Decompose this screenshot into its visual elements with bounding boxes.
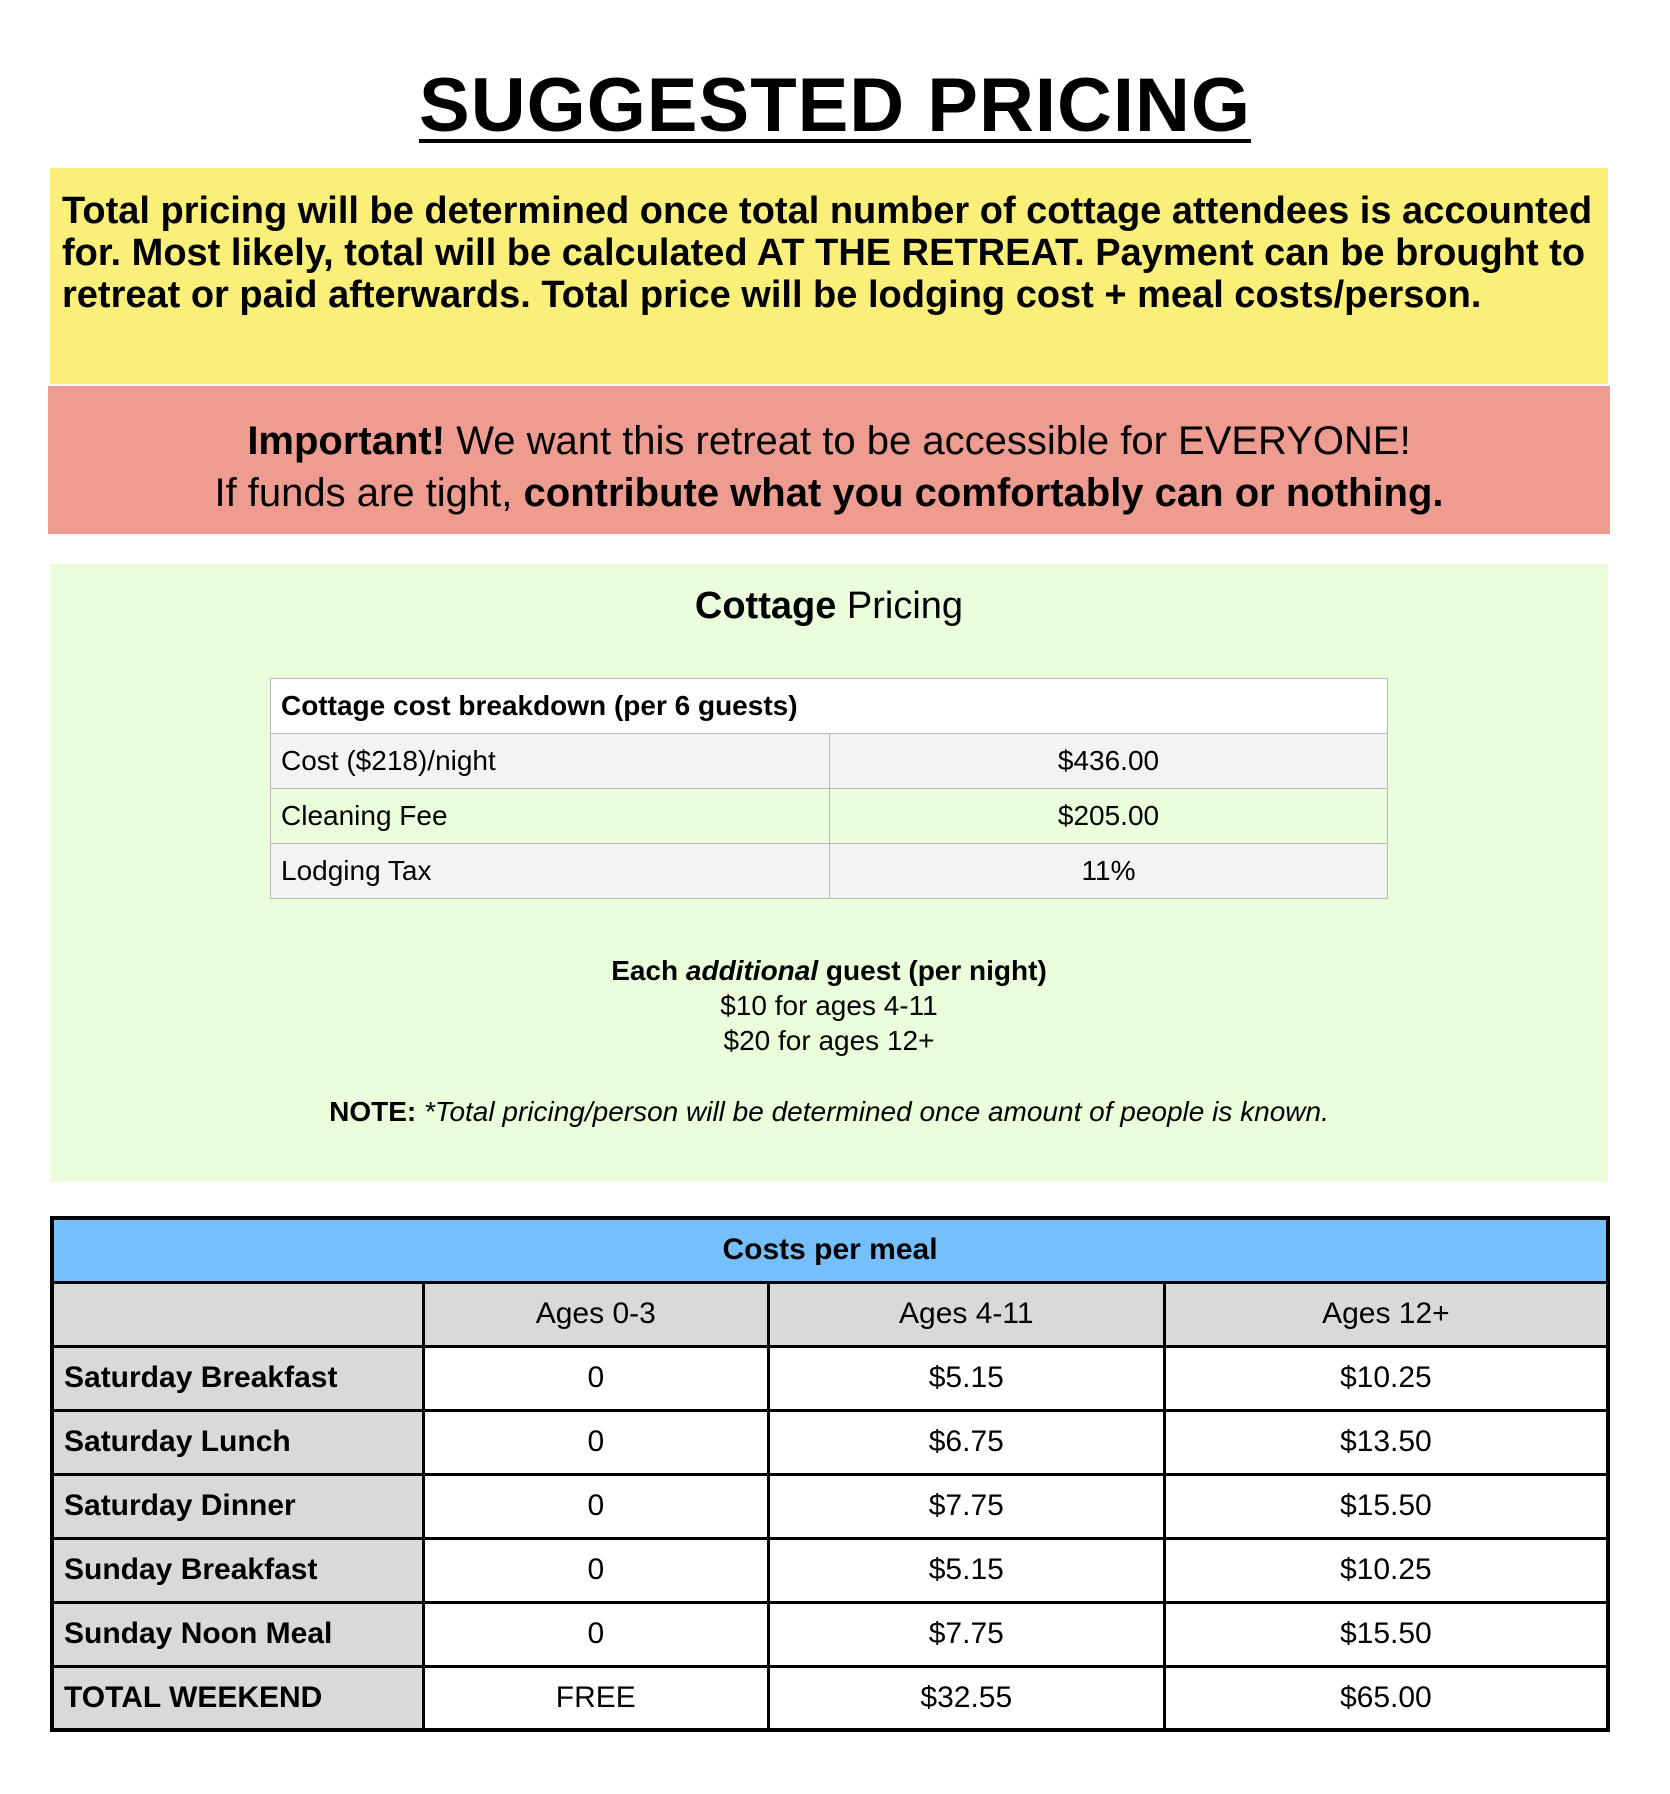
table-row-total (52, 1666, 1608, 1730)
cottage-pricing-section (50, 564, 1608, 1182)
price-ages-12-plus: $15.50 (1164, 1602, 1608, 1666)
accessibility-notice (48, 386, 1610, 534)
table-row (271, 789, 1388, 844)
price-ages-0-3: 0 (423, 1602, 768, 1666)
breakdown-label: Cost ($218)/night (271, 734, 830, 789)
note-label: NOTE: (329, 1096, 417, 1127)
meal-name: Saturday Lunch (52, 1410, 423, 1474)
important-line-2-text: If funds are tight, (214, 471, 524, 515)
accessibility-notice-line-2 (48, 467, 1610, 519)
breakdown-value: 11% (830, 844, 1388, 899)
table-row (52, 1474, 1608, 1538)
meal-table-header-row (52, 1282, 1608, 1346)
additional-word: additional (685, 955, 819, 986)
price-ages-12-plus: $10.25 (1164, 1538, 1608, 1602)
price-ages-12-plus: $15.50 (1164, 1474, 1608, 1538)
column-header-blank (52, 1282, 423, 1346)
meal-table-caption-row (52, 1218, 1608, 1282)
price-ages-0-3: 0 (423, 1538, 768, 1602)
price-ages-0-3: 0 (423, 1410, 768, 1474)
table-row (52, 1538, 1608, 1602)
cottage-title-rest: Pricing (836, 585, 964, 627)
price-ages-0-3: 0 (423, 1346, 768, 1410)
price-ages-12-plus: $13.50 (1164, 1410, 1608, 1474)
breakdown-label: Lodging Tax (271, 844, 830, 899)
table-row (52, 1410, 1608, 1474)
price-ages-4-11: $6.75 (768, 1410, 1164, 1474)
table-row (52, 1602, 1608, 1666)
page-title: SUGGESTED PRICING (419, 63, 1251, 148)
additional-guest-heading (50, 953, 1608, 988)
pricing-note (50, 1095, 1608, 1129)
price-ages-0-3: FREE (423, 1666, 768, 1730)
cottage-cost-breakdown-table (270, 678, 1388, 899)
breakdown-value: $205.00 (830, 789, 1388, 844)
price-ages-4-11: $5.15 (768, 1346, 1164, 1410)
meal-name: Saturday Breakfast (52, 1346, 423, 1410)
column-header-ages-0-3: Ages 0-3 (423, 1282, 768, 1346)
price-ages-12-plus: $10.25 (1164, 1346, 1608, 1410)
additional-rest: guest (per night) (818, 955, 1047, 986)
additional-guest-rate-child: $10 for ages 4-11 (720, 990, 938, 1021)
meal-name: Saturday Dinner (52, 1474, 423, 1538)
accessibility-notice-line-1 (48, 415, 1610, 467)
cottage-pricing-title (50, 584, 1608, 628)
price-ages-4-11: $7.75 (768, 1474, 1164, 1538)
additional-guest-info (50, 953, 1608, 1058)
column-header-ages-4-11: Ages 4-11 (768, 1282, 1164, 1346)
important-line-2-emphasis: contribute what you comfortably can or nothing. (523, 471, 1444, 515)
pricing-intro-notice: Total pricing will be determined once total number of cottage attendees is accounted for. Most likely, total will be calculated AT THE RETREAT. Payment can be brought to retreat or paid afterwards. Total price will be lodging cost + meal costs/person. (50, 168, 1608, 384)
table-row (52, 1346, 1608, 1410)
price-ages-0-3: 0 (423, 1474, 768, 1538)
column-header-ages-12-plus: Ages 12+ (1164, 1282, 1608, 1346)
meal-name: Sunday Breakfast (52, 1538, 423, 1602)
additional-each: Each (611, 955, 686, 986)
price-ages-4-11: $5.15 (768, 1538, 1164, 1602)
important-label: Important! (247, 419, 446, 463)
important-line-1-text: We want this retreat to be accessible for EVERYONE! (445, 419, 1411, 463)
breakdown-label: Cleaning Fee (271, 789, 830, 844)
breakdown-header: Cottage cost breakdown (per 6 guests) (271, 679, 1388, 734)
breakdown-value: $436.00 (830, 734, 1388, 789)
meal-name: TOTAL WEEKEND (52, 1666, 423, 1730)
note-text: *Total pricing/person will be determined once amount of people is known. (416, 1096, 1329, 1127)
meal-table-caption: Costs per meal (52, 1218, 1608, 1282)
breakdown-header-row (271, 679, 1388, 734)
additional-guest-rate-adult: $20 for ages 12+ (723, 1025, 935, 1056)
price-ages-4-11: $32.55 (768, 1666, 1164, 1730)
table-row (271, 734, 1388, 789)
cottage-title-bold: Cottage (694, 585, 837, 627)
meal-name: Sunday Noon Meal (52, 1602, 423, 1666)
table-row (271, 844, 1388, 899)
price-ages-12-plus: $65.00 (1164, 1666, 1608, 1730)
meal-costs-table (50, 1216, 1610, 1732)
price-ages-4-11: $7.75 (768, 1602, 1164, 1666)
